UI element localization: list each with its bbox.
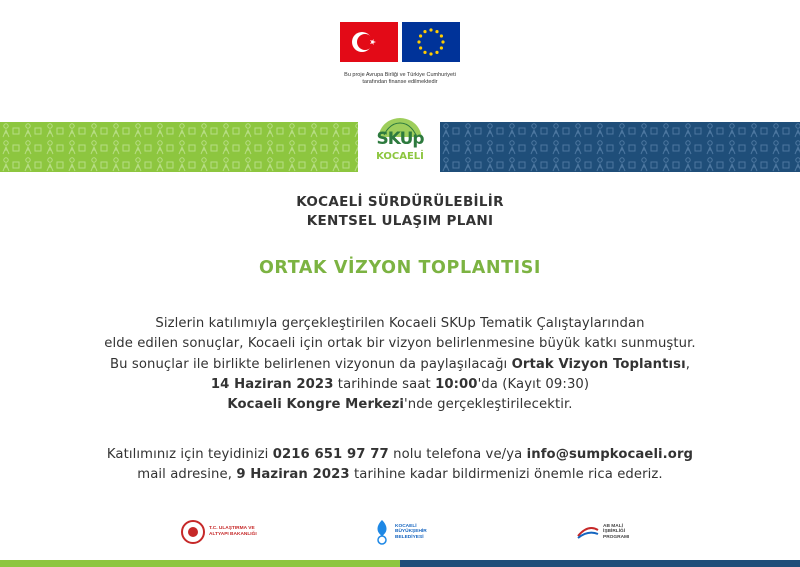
contact-line1-text: Katılımınız için teyidinizi [106, 447, 273, 462]
skup-kocaeli-logo [370, 115, 430, 177]
municipality-logo-line1: KOCAELİ [395, 523, 417, 529]
contact-line1 [40, 445, 760, 465]
body-line4-text: tarihinde saat [333, 376, 436, 392]
body-line3 [40, 355, 760, 375]
body-line3-end: , [685, 356, 691, 372]
flags [340, 22, 460, 62]
funding-note [315, 72, 485, 86]
ministry-seal-icon [180, 519, 206, 545]
rsvp-deadline: 9 Haziran 2023 [236, 467, 350, 483]
contact-line2-text: mail adresine, [137, 467, 237, 483]
eu-programme-line2: İŞBİRLİĞİ [603, 529, 626, 535]
logo-main-text: SKUp [376, 129, 424, 149]
green-pattern-band [0, 122, 358, 172]
email-address[interactable]: info@sumpkocaeli.org [526, 447, 694, 462]
plan-title-line2: KENTSEL ULAŞIM PLANI [306, 213, 494, 229]
footer-logos [0, 514, 800, 554]
ministry-logo-line1: T.C. ULAŞTIRMA VE [209, 526, 255, 532]
contact-line1-mid: nolu telefona ve/ya [388, 447, 527, 462]
meeting-time: 10:00 [435, 376, 478, 392]
turkey-flag-icon [340, 22, 398, 62]
meeting-date: 14 Haziran 2023 [210, 376, 334, 392]
eu-programme-logo [576, 514, 629, 550]
ministry-logo [180, 514, 257, 550]
blue-pattern-band [440, 122, 800, 172]
swoosh-icon [576, 520, 600, 544]
funding-note-line2: tarafından finanse edilmektedir [362, 79, 438, 85]
municipality-logo-line3: BELEDİYESİ [395, 534, 424, 540]
contact-line2 [40, 465, 760, 485]
plan-title-line1: KOCAELİ SÜRDÜRÜLEBİLİR [296, 194, 504, 210]
invitation-body [40, 314, 760, 415]
phone-number: 0216 651 97 77 [272, 447, 389, 462]
eu-stars-icon [402, 22, 460, 62]
municipality-emblem-icon [372, 518, 392, 546]
body-line2: elde edilen sonuçlar, Kocaeli için ortak bir vizyon belirlenmesine büyük katkı sunmuştur. [104, 336, 696, 352]
bottom-green-bar [0, 560, 400, 567]
crescent-star-icon [340, 22, 398, 62]
body-line5-text: 'nde gerçekleştirilecektir. [404, 397, 573, 413]
plan-title [0, 193, 800, 231]
body-line5 [40, 395, 760, 415]
body-line1: Sizlerin katılımıyla gerçekleştirilen Kocaeli SKUp Tematik Çalıştaylarından [155, 316, 645, 331]
municipality-logo-line2: BÜYÜKŞEHİR [395, 529, 427, 535]
logo-sub-text: KOCAELİ [376, 151, 424, 162]
eu-flag-icon [402, 22, 460, 62]
meeting-name: Ortak Vizyon Toplantısı [511, 356, 686, 372]
eu-programme-line3: PROGRAMI [603, 534, 630, 540]
bottom-blue-bar [400, 560, 800, 567]
people-pattern-icon [0, 122, 358, 172]
municipality-logo [372, 514, 427, 550]
header-logos [0, 22, 800, 86]
meeting-venue: Kocaeli Kongre Merkezi [227, 397, 405, 413]
contact-line2-end: tarihine kadar bildirmenizi önemle rica ederiz. [349, 467, 663, 483]
meeting-title: ORTAK VİZYON TOPLANTISI [258, 258, 542, 278]
contact-info [40, 445, 760, 486]
registration-time: 'da (Kayıt 09:30) [477, 376, 590, 392]
ministry-logo-line2: ALTYAPI BAKANLIĞI [209, 532, 257, 537]
body-line4 [40, 375, 760, 395]
eu-programme-line1: AB MALİ [603, 523, 623, 529]
body-line3-text: Bu sonuçlar ile birlikte belirlenen vizyonun da paylaşılacağı [109, 356, 512, 372]
people-pattern-icon [440, 122, 800, 172]
funding-note-line1: Bu proje Avrupa Birliği ve Türkiye Cumhuriyeti [344, 72, 456, 78]
